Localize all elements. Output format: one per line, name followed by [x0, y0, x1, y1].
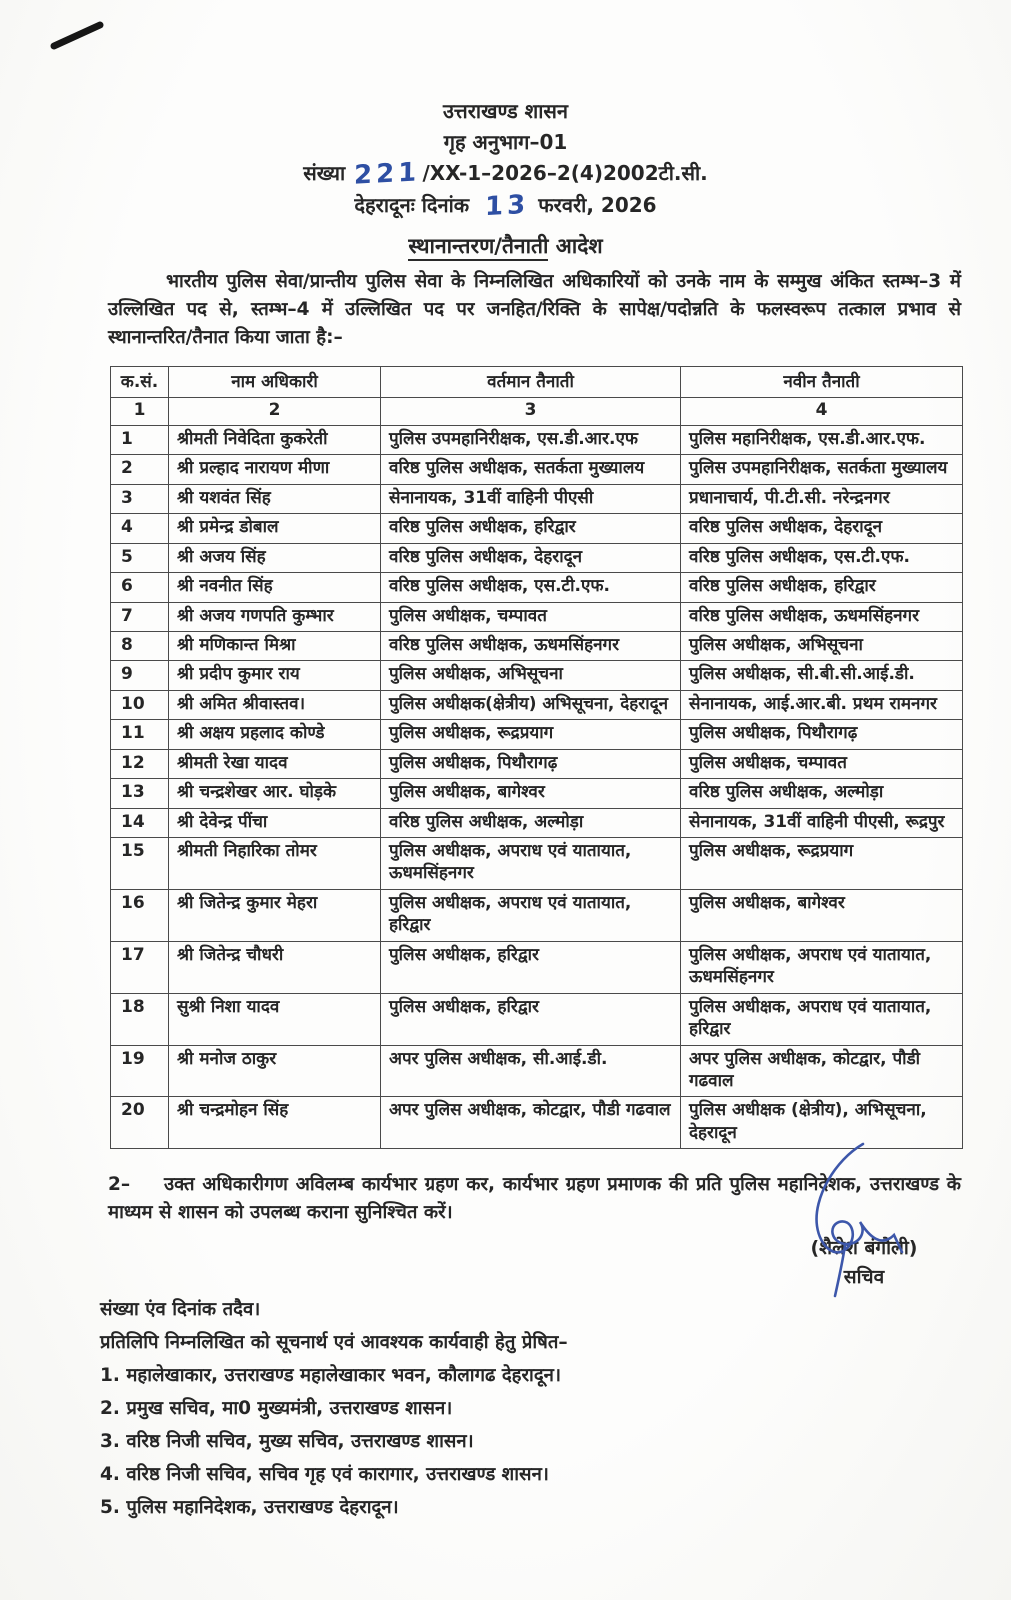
- table-header-row: [111, 367, 963, 398]
- table-row: [111, 749, 963, 778]
- officer-name-cell: श्री जितेन्द्र चौधरी: [169, 941, 381, 993]
- table-row: [111, 1097, 963, 1149]
- transfer-table: [110, 366, 963, 1149]
- current-posting-cell: पुलिस अधीक्षक, रूद्रप्रयाग: [381, 720, 681, 749]
- current-posting-cell: अपर पुलिस अधीक्षक, सी.आई.डी.: [381, 1045, 681, 1097]
- new-posting-cell: पुलिस अधीक्षक, अपराध एवं यातायात, ऊधमसिंहनगर: [681, 941, 963, 993]
- table-row: [111, 690, 963, 719]
- table-row: [111, 1045, 963, 1097]
- new-posting-cell: पुलिस महानिरीक्षक, एस.डी.आर.एफ.: [681, 425, 963, 454]
- new-posting-cell: सेनानायक, आई.आर.बी. प्रथम रामनगर: [681, 690, 963, 719]
- officer-name-cell: श्री चन्द्रमोहन सिंह: [169, 1097, 381, 1149]
- document-number-line: [0, 158, 1011, 190]
- cc-item: 5. पुलिस महानिदेशक, उत्तराखण्ड देहरादून।: [100, 1497, 399, 1519]
- cc-item: 3. वरिष्ठ निजी सचिव, मुख्य सचिव, उत्तराखण्ड शासन।: [100, 1431, 474, 1453]
- current-posting-cell: वरिष्ठ पुलिस अधीक्षक, अल्मोड़ा: [381, 808, 681, 837]
- officer-name-cell: श्री नवनीत सिंह: [169, 573, 381, 602]
- marker-stroke-icon: [48, 16, 110, 56]
- serial-cell: 17: [111, 941, 169, 993]
- new-posting-cell: वरिष्ठ पुलिस अधीक्षक, हरिद्वार: [681, 573, 963, 602]
- number-prefix: संख्या: [303, 161, 346, 185]
- cc-item: 4. वरिष्ठ निजी सचिव, सचिव गृह एवं कारागार, उत्तराखण्ड शासन।: [100, 1464, 549, 1486]
- signatory-designation: सचिव: [843, 1266, 885, 1288]
- new-posting-cell: अपर पुलिस अधीक्षक, कोटद्वार, पौडी गढवाल: [681, 1045, 963, 1097]
- new-posting-cell: पुलिस अधीक्षक, पिथौरागढ़: [681, 720, 963, 749]
- serial-cell: 11: [111, 720, 169, 749]
- serial-cell: 7: [111, 602, 169, 631]
- officer-name-cell: श्री मणिकान्त मिश्रा: [169, 631, 381, 660]
- table-row: [111, 661, 963, 690]
- officer-name-cell: श्री देवेन्द्र पींचा: [169, 808, 381, 837]
- serial-cell: 1: [111, 425, 169, 454]
- table-row: [111, 720, 963, 749]
- letterhead: [0, 0, 1011, 222]
- new-posting-cell: पुलिस अधीक्षक, अपराध एवं यातायात, हरिद्वार: [681, 993, 963, 1045]
- dateline-prefix: देहरादूनः दिनांक: [354, 193, 470, 217]
- current-posting-cell: पुलिस अधीक्षक, अपराध एवं यातायात, हरिद्वार: [381, 889, 681, 941]
- header-current-posting: वर्तमान तैनाती: [381, 367, 681, 398]
- serial-cell: 8: [111, 631, 169, 660]
- serial-cell: 10: [111, 690, 169, 719]
- signature-block: [769, 1142, 959, 1292]
- new-posting-cell: पुलिस अधीक्षक, रूद्रप्रयाग: [681, 838, 963, 890]
- officer-name-cell: सुश्री निशा यादव: [169, 993, 381, 1045]
- table-row: [111, 425, 963, 454]
- table-row: [111, 838, 963, 890]
- current-posting-cell: वरिष्ठ पुलिस अधीक्षक, सतर्कता मुख्यालय: [381, 455, 681, 484]
- table-row: [111, 573, 963, 602]
- current-posting-cell: पुलिस अधीक्षक, चम्पावत: [381, 602, 681, 631]
- handwritten-number: 221: [353, 157, 421, 191]
- serial-cell: 13: [111, 779, 169, 808]
- current-posting-cell: पुलिस अधीक्षक, हरिद्वार: [381, 993, 681, 1045]
- dateline-suffix: फरवरी, 2026: [538, 193, 657, 217]
- order-title-underlined: स्थानान्तरण/तैनाती: [408, 234, 548, 261]
- serial-cell: 20: [111, 1097, 169, 1149]
- table-row: [111, 941, 963, 993]
- officer-name-cell: श्रीमती निवेदिता कुकरेती: [169, 425, 381, 454]
- table-row: [111, 602, 963, 631]
- current-posting-cell: पुलिस अधीक्षक(क्षेत्रीय) अभिसूचना, देहरादून: [381, 690, 681, 719]
- serial-cell: 16: [111, 889, 169, 941]
- table-row: [111, 993, 963, 1045]
- cc-item: 2. प्रमुख सचिव, मा0 मुख्यमंत्री, उत्तराखण्ड शासन।: [100, 1398, 453, 1420]
- serial-cell: 12: [111, 749, 169, 778]
- serial-cell: 3: [111, 484, 169, 513]
- number-date-note: संख्या एंव दिनांक तदैव।: [100, 1299, 261, 1321]
- serial-cell: 14: [111, 808, 169, 837]
- number-suffix: /XX-1–2026–2(4)2002टी.सी.: [422, 161, 708, 185]
- current-posting-cell: पुलिस अधीक्षक, बागेश्वर: [381, 779, 681, 808]
- table-row: [111, 455, 963, 484]
- table-body: [111, 425, 963, 1148]
- paragraph-text: उक्त अधिकारीगण अविलम्ब कार्यभार ग्रहण कर, कार्यभार ग्रहण प्रमाणक की प्रति पुलिस महानिदेशक, उत्तराखण्ड के माध्यम से शासन को उपलब्ध कराना सुनिश्चित करें।: [108, 1174, 961, 1224]
- serial-cell: 6: [111, 573, 169, 602]
- officer-name-cell: श्री प्रमेन्द्र डोबाल: [169, 514, 381, 543]
- cc-item: 1. महालेखाकार, उत्तराखण्ड महालेखाकार भवन, कौलागढ देहरादून।: [100, 1365, 561, 1387]
- section-name: गृह अनुभाग–01: [443, 130, 568, 154]
- order-title-rest: आदेश: [548, 234, 603, 258]
- current-posting-cell: वरिष्ठ पुलिस अधीक्षक, हरिद्वार: [381, 514, 681, 543]
- date-line: [0, 190, 1011, 222]
- officer-name-cell: श्रीमती रेखा यादव: [169, 749, 381, 778]
- column-number: 1: [111, 398, 169, 425]
- officer-name-cell: श्री अजय गणपति कुम्भार: [169, 602, 381, 631]
- officer-name-cell: श्रीमती निहारिका तोमर: [169, 838, 381, 890]
- new-posting-cell: वरिष्ठ पुलिस अधीक्षक, ऊधमसिंहनगर: [681, 602, 963, 631]
- handwritten-date: 13: [484, 189, 530, 223]
- serial-cell: 5: [111, 543, 169, 572]
- officer-name-cell: श्री जितेन्द्र कुमार मेहरा: [169, 889, 381, 941]
- table-row: [111, 514, 963, 543]
- endorsement-section: [100, 1293, 961, 1524]
- signatory-name: (शैलेश बंगौली): [810, 1237, 918, 1259]
- new-posting-cell: वरिष्ठ पुलिस अधीक्षक, एस.टी.एफ.: [681, 543, 963, 572]
- serial-cell: 9: [111, 661, 169, 690]
- header-serial: क.सं.: [111, 367, 169, 398]
- paragraph-number: 2–: [108, 1174, 131, 1196]
- officer-name-cell: श्री यशवंत सिंह: [169, 484, 381, 513]
- current-posting-cell: वरिष्ठ पुलिस अधीक्षक, देहरादून: [381, 543, 681, 572]
- current-posting-cell: सेनानायक, 31वीं वाहिनी पीएसी: [381, 484, 681, 513]
- current-posting-cell: वरिष्ठ पुलिस अधीक्षक, एस.टी.एफ.: [381, 573, 681, 602]
- serial-cell: 4: [111, 514, 169, 543]
- header-new-posting: नवीन तैनाती: [681, 367, 963, 398]
- current-posting-cell: पुलिस अधीक्षक, अपराध एवं यातायात, ऊधमसिंहनगर: [381, 838, 681, 890]
- table-row: [111, 889, 963, 941]
- government-name: उत्तराखण्ड शासन: [442, 99, 569, 123]
- serial-cell: 18: [111, 993, 169, 1045]
- table-row: [111, 808, 963, 837]
- current-posting-cell: पुलिस अधीक्षक, पिथौरागढ़: [381, 749, 681, 778]
- officer-name-cell: श्री अमित श्रीवास्तव।: [169, 690, 381, 719]
- column-number: 4: [681, 398, 963, 425]
- new-posting-cell: पुलिस अधीक्षक, चम्पावत: [681, 749, 963, 778]
- column-number: 3: [381, 398, 681, 425]
- current-posting-cell: वरिष्ठ पुलिस अधीक्षक, ऊधमसिंहनगर: [381, 631, 681, 660]
- new-posting-cell: प्रधानाचार्य, पी.टी.सी. नरेन्द्रनगर: [681, 484, 963, 513]
- serial-cell: 2: [111, 455, 169, 484]
- serial-cell: 19: [111, 1045, 169, 1097]
- officer-name-cell: श्री अक्षय प्रहलाद कोण्डे: [169, 720, 381, 749]
- order-title: [0, 232, 1011, 260]
- current-posting-cell: अपर पुलिस अधीक्षक, कोटद्वार, पौडी गढवाल: [381, 1097, 681, 1149]
- officer-name-cell: श्री प्रदीप कुमार राय: [169, 661, 381, 690]
- intro-paragraph: भारतीय पुलिस सेवा/प्रान्तीय पुलिस सेवा के निम्नलिखित अधिकारियों को उनके नाम के सम्मुख अंकित स्तम्भ–3 में उल्लिखित पद से, स्तम्भ–4 में उल्लिखित पद पर जनहित/रिक्ति के सापेक्ष/पदोन्नति के फलस्वरूप तत्काल प्रभाव से स्थानान्तरित/तैनात किया जाता है:–: [108, 271, 961, 348]
- officer-name-cell: श्री प्रल्हाद नारायण मीणा: [169, 455, 381, 484]
- new-posting-cell: वरिष्ठ पुलिस अधीक्षक, देहरादून: [681, 514, 963, 543]
- officer-name-cell: श्री अजय सिंह: [169, 543, 381, 572]
- new-posting-cell: पुलिस अधीक्षक (क्षेत्रीय), अभिसूचना, देहरादून: [681, 1097, 963, 1149]
- table-row: [111, 484, 963, 513]
- column-number-row: [111, 398, 963, 425]
- current-posting-cell: पुलिस उपमहानिरीक्षक, एस.डी.आर.एफ: [381, 425, 681, 454]
- new-posting-cell: सेनानायक, 31वीं वाहिनी पीएसी, रूद्रपुर: [681, 808, 963, 837]
- officer-name-cell: श्री मनोज ठाकुर: [169, 1045, 381, 1097]
- new-posting-cell: वरिष्ठ पुलिस अधीक्षक, अल्मोड़ा: [681, 779, 963, 808]
- current-posting-cell: पुलिस अधीक्षक, हरिद्वार: [381, 941, 681, 993]
- new-posting-cell: पुलिस अधीक्षक, सी.बी.सी.आई.डी.: [681, 661, 963, 690]
- new-posting-cell: पुलिस उपमहानिरीक्षक, सतर्कता मुख्यालय: [681, 455, 963, 484]
- officer-name-cell: श्री चन्द्रशेखर आर. घोड़के: [169, 779, 381, 808]
- serial-cell: 15: [111, 838, 169, 890]
- table-row: [111, 543, 963, 572]
- new-posting-cell: पुलिस अधीक्षक, बागेश्वर: [681, 889, 963, 941]
- table-row: [111, 779, 963, 808]
- header-officer-name: नाम अधिकारी: [169, 367, 381, 398]
- current-posting-cell: पुलिस अधीक्षक, अभिसूचना: [381, 661, 681, 690]
- column-number: 2: [169, 398, 381, 425]
- table-row: [111, 631, 963, 660]
- cc-intro: प्रतिलिपि निम्नलिखित को सूचनार्थ एवं आवश्यक कार्यवाही हेतु प्रेषित–: [100, 1332, 568, 1354]
- new-posting-cell: पुलिस अधीक्षक, अभिसूचना: [681, 631, 963, 660]
- cc-list: [100, 1359, 961, 1524]
